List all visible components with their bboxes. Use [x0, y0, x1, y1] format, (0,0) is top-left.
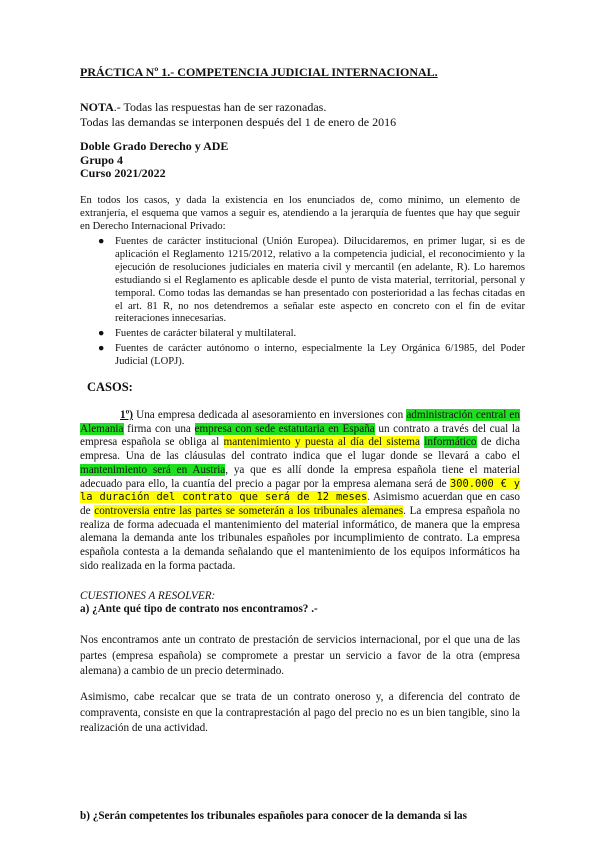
- list-item: [95, 236, 525, 326]
- course-info: [80, 140, 520, 181]
- sources-list: [95, 236, 525, 371]
- highlight-green: informático: [424, 436, 477, 449]
- highlight-green: administración central en Alemania: [80, 409, 520, 435]
- case-text: de dicha empresa. Una de las cláusulas del contrato indica que el lugar donde se llevará a cabo el: [80, 436, 520, 463]
- note-line-2: Todas las demandas se interponen después del 1 de enero de 2016: [80, 114, 397, 129]
- answer-paragraph-1: Nos encontramos ante un contrato de prestación de servicios internacional, por el que una de las partes (empresa española) se compromete a prestar un servicio a favor de la otra (empresa alemana) a cambio de un precio determinado.: [80, 634, 520, 678]
- highlight-green: mantenimiento será en Austria: [80, 463, 226, 476]
- course-degree: Doble Grado Derecho y ADE: [80, 139, 229, 153]
- list-item: [95, 328, 525, 341]
- case-text: , ya que es allí donde la empresa española tiene el material adecuado para ello, la cuantía del precio a pagar por la empresa alemana será de: [80, 463, 520, 490]
- list-item-text: Fuentes de carácter autónomo o interno, especialmente la Ley Orgánica 6/1985, del Poder Judicial (LOPJ).: [115, 343, 525, 368]
- question-a: a) ¿Ante qué tipo de contrato nos encontramos? .-: [80, 603, 318, 615]
- list-item: [95, 343, 525, 369]
- case-text: Una empresa dedicada al asesoramiento en inversiones con: [133, 409, 407, 421]
- case-text: . Asimismo acuerdan que en caso de: [80, 491, 520, 517]
- answer-paragraph-2: Asimismo, cabe recalcar que se trata de un contrato oneroso y, a diferencia del contrato de compraventa, consiste en que la contraprestación al pago del precio no es un bien tangible, sino la realización de una actividad.: [80, 691, 520, 735]
- case-text: firma con una: [123, 422, 195, 435]
- bullet-icon: ●: [98, 343, 105, 355]
- course-group: Grupo 4: [80, 152, 124, 167]
- highlight-yellow: controversia entre las partes se someterán a los tribunales alemanes: [94, 504, 404, 517]
- note-block: [80, 100, 520, 129]
- questions-heading: CUESTIONES A RESOLVER:: [80, 590, 216, 602]
- bullet-icon: ●: [98, 236, 105, 247]
- case-1-paragraph: [80, 409, 520, 573]
- highlight-green: empresa con sede estatutaria en España: [194, 422, 375, 435]
- list-item-text: Fuentes de carácter institucional (Unión Europea). Dilucidaremos, en primer lugar, si es de aplicación el Reglamento 1215/2012, relativo a la competencia judicial, el reconocimiento y la ejecución de resoluciones judiciales en materia civil y mercantil (en adelante, R). Lo haremos estudiando si el Reglamento es aplicable desde el punto de vista material, territorial, personal y temporal. Como todas las demandas se han presentado con posterioridad a las fechas citadas en el art. 81 R, no nos detendremos a señalar este aspecto en concreto con el fin de evitar reiteraciones innecesarias.: [115, 236, 525, 325]
- highlight-yellow: mantenimiento y puesta al día del sistema: [223, 436, 420, 449]
- list-item-text: Fuentes de carácter bilateral y multilateral.: [115, 328, 297, 340]
- case-text: . La empresa española no realiza de forma adecuada el mantenimiento del material informático, de manera que la empresa alemana la demanda ante los tribunales españoles por incumplimiento de contrato. La empresa española contesta a la demanda señalando que el mantenimiento de los equipos informáticos ha sido realizada en la forma pactada.: [80, 504, 521, 572]
- question-b: b) ¿Serán competentes los tribunales españoles para conocer de la demanda si las: [80, 810, 468, 822]
- case-text: un contrato a través del cual la empresa española se obliga al: [80, 422, 520, 449]
- cases-heading: CASOS:: [87, 380, 133, 394]
- note-label: NOTA: [80, 100, 114, 114]
- course-year: Curso 2021/2022: [80, 166, 166, 180]
- highlight-yellow: 300.000 € y la duración del contrato que será de 12 meses: [80, 477, 520, 504]
- note-line-1: .- Todas las respuestas han de ser razonadas.: [113, 100, 327, 114]
- bullet-icon: ●: [98, 328, 105, 340]
- page-title: PRÁCTICA Nº 1.- COMPETENCIA JUDICIAL INTERNACIONAL.: [80, 65, 438, 79]
- intro-paragraph: En todos los casos, y dada la existencia en los enunciados de, como mínimo, un elemento de extranjería, el esquema que vamos a seguir es, atendiendo a la jerarquía de fuentes que hay que seguir en Derecho Internacional Privado:: [80, 195, 520, 232]
- case-number: 1º): [120, 409, 134, 421]
